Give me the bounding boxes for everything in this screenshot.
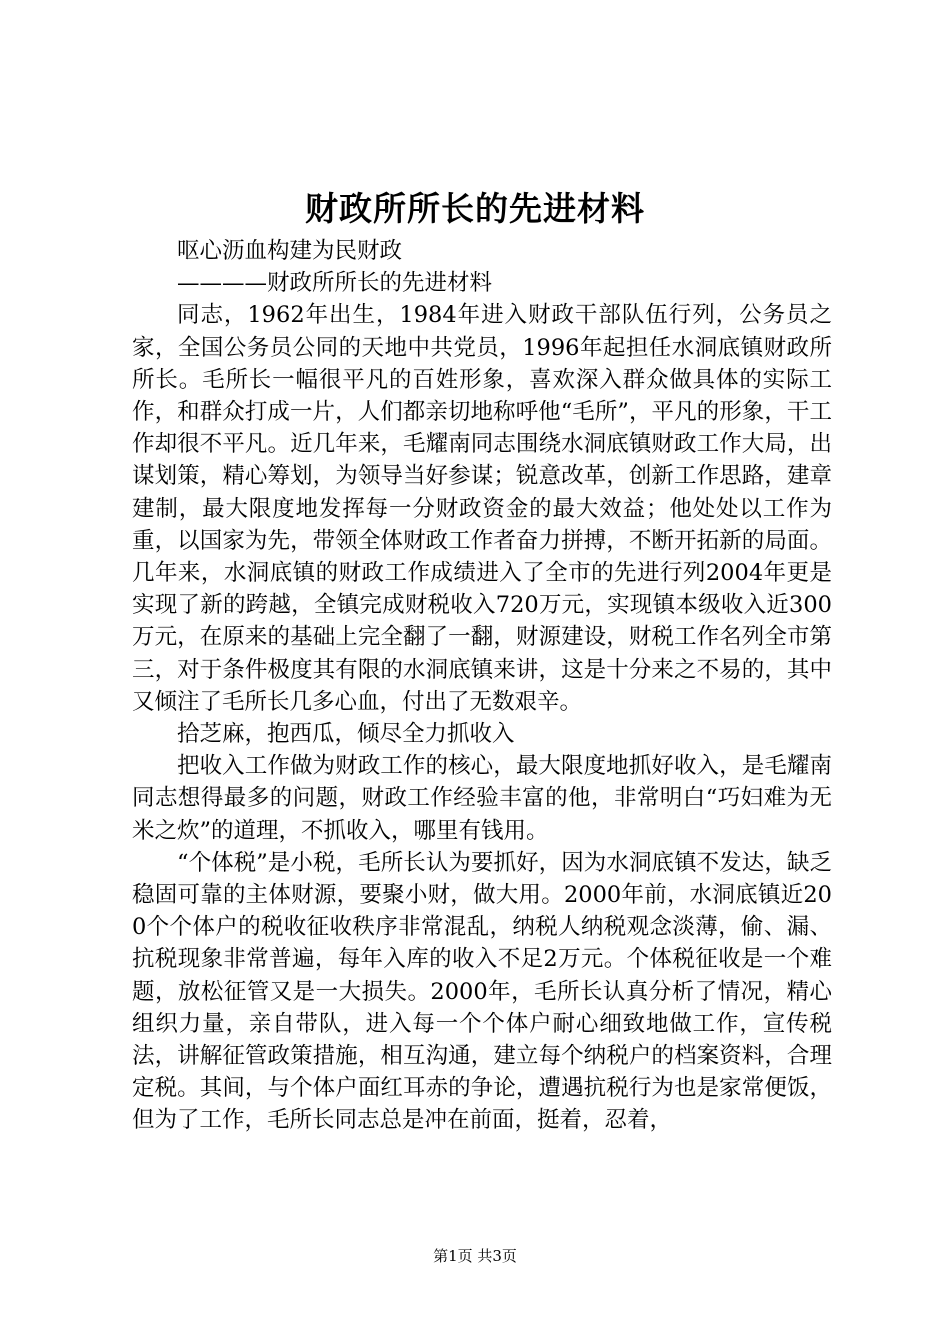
body-paragraph: “个体税”是小税，毛所长认为要抓好，因为水洞底镇不发达，缺乏稳固可靠的主体财源，要聚小财，做大用。2000年前，水洞底镇近200个个体户的税收征收秩序非常混乱，纳税人纳税观念淡薄，偷、漏、抗税现象非常普遍，每年入库的收入不足2万元。个体税征收是一个难题，放松征管又是一大损失。2000年，毛所长认真分析了情况，精心组织力量，亲自带队，进入每一个个体户耐心细致地做工作，宣传税法，讲解征管政策措施，相互沟通，建立每个纳税户的档案资料，合理定税。其间，与个体户面红耳赤的争论，遭遇抗税行为也是家常便饭，但为了工作，毛所长同志总是冲在前面，挺着，忍着，: [132, 849, 832, 1134]
body-paragraph: 把收入工作做为财政工作的核心，最大限度地抓好收入，是毛耀南同志想得最多的问题，财政工作经验丰富的他，非常明白“巧妇难为无米之炊”的道理，不抓收入，哪里有钱用。: [132, 753, 832, 844]
document-body: [132, 235, 832, 1137]
body-paragraph: 同志，1962年出生，1984年进入财政干部队伍行列，公务员之家，全国公务员公同的天地中共党员，1996年起担任水洞底镇财政所所长。毛所长一幅很平凡的百姓形象，喜欢深入群众做具体的实际工作，和群众打成一片，人们都亲切地称呼他“毛所”，平凡的形象，干工作却很不平凡。近几年来，毛耀南同志围绕水洞底镇财政工作大局，出谋划策，精心筹划，为领导当好参谋；锐意改革，创新工作思路，建章建制，最大限度地发挥每一分财政资金的最大效益；他处处以工作为重，以国家为先，带领全体财政工作者奋力拼搏，不断开拓新的局面。几年来，水洞底镇的财政工作成绩进入了全市的先进行列2004年更是实现了新的跨越，全镇完成财税收入720万元，实现镇本级收入近300万元，在原来的基础上完全翻了一翻，财源建设，财税工作名列全市第三，对于条件极度其有限的水洞底镇来讲，这是十分来之不易的，其中又倾注了毛所长几多心血，付出了无数艰辛。: [132, 302, 832, 715]
subtitle-dash-line: ————财政所所长的先进材料: [177, 270, 493, 297]
section-heading: 拾芝麻，抱西瓜，倾尽全力抓收入: [177, 721, 515, 748]
subtitle-line: 呕心沥血构建为民财政: [177, 238, 403, 264]
document-title: 财政所所长的先进材料: [305, 189, 645, 228]
page-footer: 第1页 共3页: [433, 1247, 517, 1265]
